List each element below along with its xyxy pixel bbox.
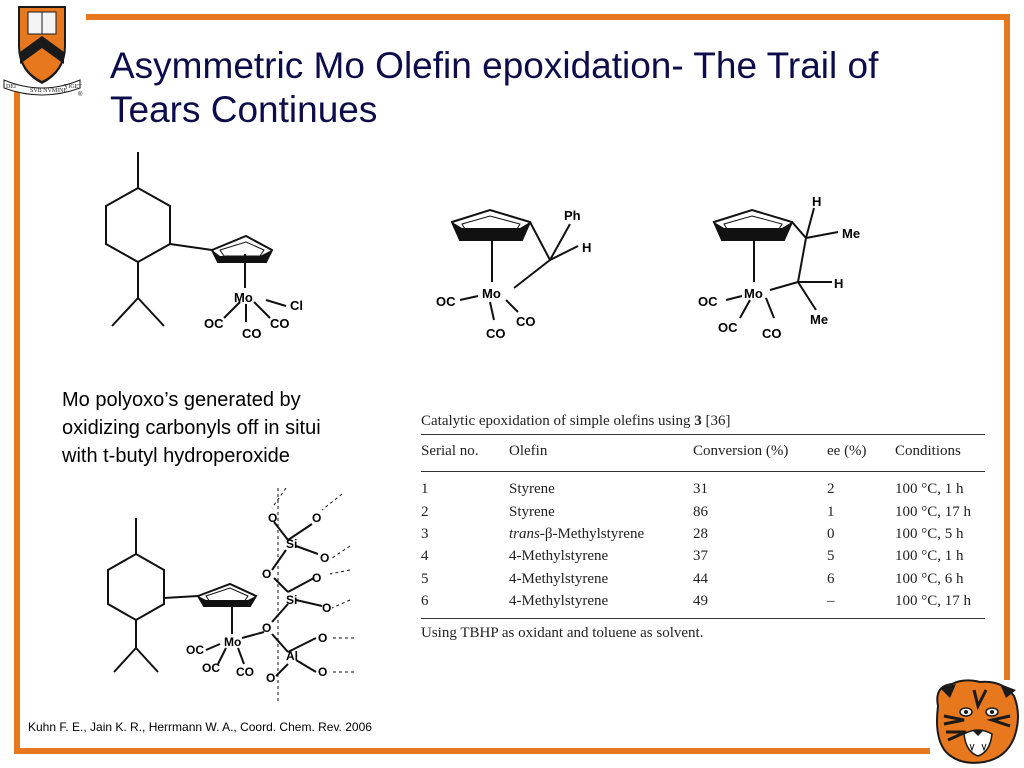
cell-conversion: 37 (693, 548, 708, 565)
oxygen-label: O (322, 601, 332, 615)
ph-label: Ph (564, 208, 581, 223)
cell-serial: 1 (421, 481, 429, 498)
cell-serial: 4 (421, 548, 429, 565)
slide-title-line1: Asymmetric Mo Olefin epoxidation- The Trail of (110, 45, 879, 86)
structure-supported-mo-silica-alumina (100, 488, 370, 704)
cell-conditions: 100 °C, 17 h (895, 503, 972, 520)
header-conditions: Conditions (895, 442, 961, 459)
al-label: Al (286, 649, 298, 663)
cell-ee: 1 (827, 503, 835, 520)
oc-label: OC (436, 294, 456, 309)
table-title (421, 408, 989, 434)
oxygen-label: O (262, 621, 272, 635)
cell-conditions: 100 °C, 1 h (895, 481, 964, 498)
si-label: Si (286, 593, 298, 607)
cell-olefin: 4-Methylstyrene (509, 548, 609, 565)
table-row (421, 568, 985, 590)
epoxidation-table (421, 408, 989, 642)
cell-conversion: 49 (693, 593, 708, 610)
cell-conditions: 100 °C, 17 h (895, 593, 972, 610)
table-row (421, 500, 985, 522)
oxygen-label: O (318, 631, 328, 645)
caption-text (62, 386, 402, 470)
data-table (421, 434, 985, 619)
table-header-row (421, 435, 985, 472)
caption-line: Mo polyoxo’s generated by (62, 389, 301, 411)
co-label: CO (236, 665, 254, 679)
cell-conversion: 28 (693, 525, 708, 542)
cell-olefin: trans-β-Methylstyrene (509, 525, 645, 542)
registered-mark: ® (78, 92, 83, 98)
oxygen-label: O (266, 671, 276, 685)
oc-label: OC (202, 661, 220, 675)
table-footnote: Using TBHP as oxidant and toluene as solvent. (421, 625, 704, 642)
oxygen-label: O (320, 551, 330, 565)
cell-ee: 5 (827, 548, 835, 565)
mo-label: Mo (234, 290, 253, 305)
oxygen-label: O (268, 511, 278, 525)
cell-conversion: 86 (693, 503, 708, 520)
motto-right-text: VIGET (64, 84, 82, 90)
motto-left-text: DEI (6, 84, 16, 90)
cell-olefin: Styrene (509, 503, 555, 520)
co-label: CO (242, 326, 262, 341)
frame-bottom-border (14, 748, 930, 754)
cell-serial: 6 (421, 593, 429, 610)
co-label: CO (762, 326, 782, 341)
table-row (421, 523, 985, 545)
oc-label: OC (698, 294, 718, 309)
mo-label: Mo (482, 286, 501, 301)
cell-olefin: 4-Methylstyrene (509, 593, 609, 610)
oc-label: OC (204, 316, 224, 331)
oxygen-label: O (262, 567, 272, 581)
cell-olefin: 4-Methylstyrene (509, 570, 609, 587)
motto-center-text: SVB NVMINE (30, 88, 68, 94)
cell-conditions: 100 °C, 6 h (895, 570, 964, 587)
h-label: H (582, 240, 592, 255)
cell-serial: 2 (421, 503, 429, 520)
cell-ee: – (827, 593, 835, 610)
caption-line: with t-butyl hydroperoxide (62, 445, 290, 467)
me-label: Me (842, 226, 861, 241)
co-label: CO (270, 316, 290, 331)
cell-conversion: 44 (693, 570, 708, 587)
cell-conversion: 31 (693, 481, 708, 498)
mo-label: Mo (224, 635, 242, 649)
co-label: CO (516, 314, 536, 329)
princeton-shield-icon (0, 0, 86, 100)
oxygen-label: O (312, 571, 322, 585)
caption-line: oxidizing carbonyls off in situi (62, 417, 321, 439)
table-title-text: Catalytic epoxidation of simple olefins using (421, 413, 691, 429)
citation-reference: Kuhn F. E., Jain K. R., Herrmann W. A., Coord. Chem. Rev. 2006 (28, 720, 372, 734)
table-row (421, 545, 985, 567)
table-title-ref: [36] (705, 413, 731, 429)
cell-conditions: 100 °C, 5 h (895, 525, 964, 542)
oxygen-label: O (318, 665, 328, 679)
si-label: Si (286, 537, 298, 551)
header-ee: ee (%) (827, 442, 867, 459)
me-label: Me (810, 312, 829, 327)
oc-label: OC (718, 320, 738, 335)
frame-right-border (1004, 14, 1010, 680)
structure-cp-mo-phenylethyl (430, 200, 610, 350)
structure-cp-mo-metallacycle (696, 192, 876, 352)
frame-top-border (86, 14, 1010, 20)
cell-serial: 3 (421, 525, 429, 542)
structure-menthyl-cp-mo-chloride (100, 150, 320, 350)
header-serial: Serial no. (421, 442, 479, 459)
co-label: CO (486, 326, 506, 341)
tiger-head-icon (930, 676, 1022, 766)
table-row (421, 590, 985, 619)
slide-title-line2: Tears Continues (110, 89, 378, 130)
cl-label: Cl (290, 298, 303, 313)
cell-ee: 0 (827, 525, 835, 542)
h-label: H (812, 194, 822, 209)
cell-ee: 6 (827, 570, 835, 587)
cell-serial: 5 (421, 570, 429, 587)
oxygen-label: O (312, 511, 322, 525)
cell-conditions: 100 °C, 1 h (895, 548, 964, 565)
oc-label: OC (186, 643, 204, 657)
header-olefin: Olefin (509, 442, 548, 459)
h-label: H (834, 276, 844, 291)
table-row (421, 472, 985, 501)
header-conversion: Conversion (%) (693, 442, 789, 459)
frame-left-border (14, 86, 20, 754)
cell-olefin: Styrene (509, 481, 555, 498)
slide-title (110, 44, 990, 132)
cell-ee: 2 (827, 481, 835, 498)
mo-label: Mo (744, 286, 763, 301)
table-title-compound: 3 (694, 413, 702, 429)
